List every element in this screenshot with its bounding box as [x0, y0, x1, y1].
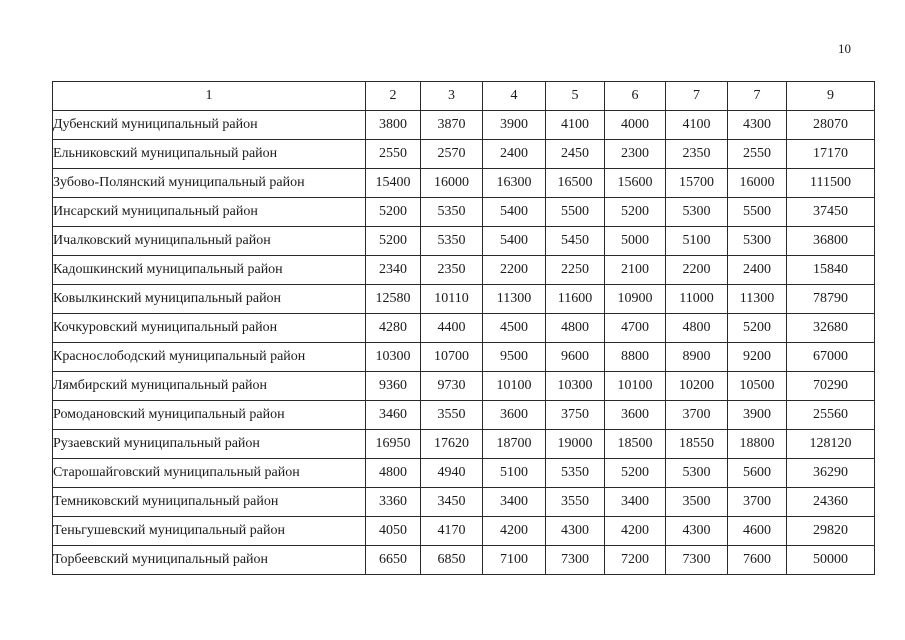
table-row [53, 546, 875, 575]
district-name-cell: Торбеевский муниципальный район [53, 546, 366, 575]
table-row [53, 343, 875, 372]
table-row [53, 256, 875, 285]
value-cell: 3700 [666, 401, 728, 430]
value-cell: 2200 [666, 256, 728, 285]
value-cell: 4170 [421, 517, 483, 546]
value-cell: 2550 [366, 140, 421, 169]
district-name-cell: Старошайговский муниципальный район [53, 459, 366, 488]
value-cell: 18500 [605, 430, 666, 459]
value-cell: 2350 [666, 140, 728, 169]
value-cell: 7300 [546, 546, 605, 575]
value-cell: 8800 [605, 343, 666, 372]
value-cell: 3870 [421, 111, 483, 140]
value-cell: 8900 [666, 343, 728, 372]
value-cell: 3550 [546, 488, 605, 517]
value-cell: 4300 [546, 517, 605, 546]
table-row [53, 372, 875, 401]
value-cell: 2400 [483, 140, 546, 169]
value-cell: 17620 [421, 430, 483, 459]
value-cell: 3600 [483, 401, 546, 430]
value-cell: 3550 [421, 401, 483, 430]
district-name-cell: Инсарский муниципальный район [53, 198, 366, 227]
district-name-cell: Темниковский муниципальный район [53, 488, 366, 517]
value-cell: 5200 [728, 314, 787, 343]
value-cell: 4940 [421, 459, 483, 488]
value-cell: 5450 [546, 227, 605, 256]
value-cell: 25560 [787, 401, 875, 430]
value-cell: 11600 [546, 285, 605, 314]
value-cell: 29820 [787, 517, 875, 546]
value-cell: 16300 [483, 169, 546, 198]
value-cell: 2200 [483, 256, 546, 285]
table-row [53, 401, 875, 430]
value-cell: 19000 [546, 430, 605, 459]
value-cell: 10200 [666, 372, 728, 401]
value-cell: 11000 [666, 285, 728, 314]
value-cell: 4280 [366, 314, 421, 343]
district-name-cell: Дубенский муниципальный район [53, 111, 366, 140]
table-row [53, 314, 875, 343]
district-name-cell: Ковылкинский муниципальный район [53, 285, 366, 314]
value-cell: 16000 [728, 169, 787, 198]
value-cell: 9200 [728, 343, 787, 372]
district-name-cell: Зубово-Полянский муниципальный район [53, 169, 366, 198]
table-row [53, 169, 875, 198]
value-cell: 128120 [787, 430, 875, 459]
value-cell: 5400 [483, 198, 546, 227]
value-cell: 2340 [366, 256, 421, 285]
page-number: 10 [838, 41, 851, 56]
value-cell: 15600 [605, 169, 666, 198]
value-cell: 67000 [787, 343, 875, 372]
value-cell: 4200 [605, 517, 666, 546]
value-cell: 3360 [366, 488, 421, 517]
value-cell: 5200 [605, 459, 666, 488]
value-cell: 3800 [366, 111, 421, 140]
value-cell: 36800 [787, 227, 875, 256]
value-cell: 10500 [728, 372, 787, 401]
column-header: 4 [483, 82, 546, 111]
value-cell: 4300 [728, 111, 787, 140]
value-cell: 6650 [366, 546, 421, 575]
value-cell: 5600 [728, 459, 787, 488]
value-cell: 4600 [728, 517, 787, 546]
value-cell: 5100 [483, 459, 546, 488]
value-cell: 5200 [366, 198, 421, 227]
value-cell: 5350 [546, 459, 605, 488]
table-row [53, 227, 875, 256]
value-cell: 2570 [421, 140, 483, 169]
column-header: 5 [546, 82, 605, 111]
value-cell: 16000 [421, 169, 483, 198]
value-cell: 111500 [787, 169, 875, 198]
value-cell: 36290 [787, 459, 875, 488]
column-header: 1 [53, 82, 366, 111]
value-cell: 3400 [605, 488, 666, 517]
table-row [53, 517, 875, 546]
value-cell: 11300 [483, 285, 546, 314]
value-cell: 9360 [366, 372, 421, 401]
value-cell: 2350 [421, 256, 483, 285]
value-cell: 17170 [787, 140, 875, 169]
value-cell: 5100 [666, 227, 728, 256]
column-header: 9 [787, 82, 875, 111]
value-cell: 70290 [787, 372, 875, 401]
value-cell: 10110 [421, 285, 483, 314]
value-cell: 10300 [366, 343, 421, 372]
district-name-cell: Ромодановский муниципальный район [53, 401, 366, 430]
value-cell: 2450 [546, 140, 605, 169]
value-cell: 28070 [787, 111, 875, 140]
value-cell: 5300 [728, 227, 787, 256]
district-name-cell: Краснослободский муниципальный район [53, 343, 366, 372]
value-cell: 4800 [546, 314, 605, 343]
value-cell: 3900 [728, 401, 787, 430]
value-cell: 15840 [787, 256, 875, 285]
value-cell: 4500 [483, 314, 546, 343]
table-row [53, 198, 875, 227]
value-cell: 9500 [483, 343, 546, 372]
value-cell: 4700 [605, 314, 666, 343]
value-cell: 7200 [605, 546, 666, 575]
value-cell: 3900 [483, 111, 546, 140]
district-table [52, 81, 875, 575]
value-cell: 16500 [546, 169, 605, 198]
value-cell: 6850 [421, 546, 483, 575]
value-cell: 3450 [421, 488, 483, 517]
district-name-cell: Лямбирский муниципальный район [53, 372, 366, 401]
value-cell: 3400 [483, 488, 546, 517]
value-cell: 37450 [787, 198, 875, 227]
value-cell: 3700 [728, 488, 787, 517]
value-cell: 4400 [421, 314, 483, 343]
value-cell: 5400 [483, 227, 546, 256]
value-cell: 5300 [666, 198, 728, 227]
district-name-cell: Кадошкинский муниципальный район [53, 256, 366, 285]
value-cell: 3750 [546, 401, 605, 430]
value-cell: 32680 [787, 314, 875, 343]
value-cell: 2550 [728, 140, 787, 169]
district-name-cell: Кочкуровский муниципальный район [53, 314, 366, 343]
table-header-row [53, 82, 875, 111]
value-cell: 5500 [728, 198, 787, 227]
value-cell: 4000 [605, 111, 666, 140]
value-cell: 10700 [421, 343, 483, 372]
table-row [53, 430, 875, 459]
column-header: 6 [605, 82, 666, 111]
value-cell: 5200 [366, 227, 421, 256]
value-cell: 18700 [483, 430, 546, 459]
value-cell: 3460 [366, 401, 421, 430]
value-cell: 7300 [666, 546, 728, 575]
value-cell: 5350 [421, 227, 483, 256]
value-cell: 24360 [787, 488, 875, 517]
column-header: 2 [366, 82, 421, 111]
value-cell: 10300 [546, 372, 605, 401]
value-cell: 4050 [366, 517, 421, 546]
value-cell: 2100 [605, 256, 666, 285]
table-row [53, 459, 875, 488]
value-cell: 16950 [366, 430, 421, 459]
district-name-cell: Ичалковский муниципальный район [53, 227, 366, 256]
value-cell: 4100 [546, 111, 605, 140]
district-name-cell: Теньгушевский муниципальный район [53, 517, 366, 546]
table-row [53, 285, 875, 314]
table-row [53, 140, 875, 169]
value-cell: 15400 [366, 169, 421, 198]
value-cell: 12580 [366, 285, 421, 314]
value-cell: 4100 [666, 111, 728, 140]
table-row [53, 111, 875, 140]
table-body [53, 111, 875, 575]
value-cell: 5300 [666, 459, 728, 488]
value-cell: 18550 [666, 430, 728, 459]
value-cell: 5350 [421, 198, 483, 227]
value-cell: 10900 [605, 285, 666, 314]
value-cell: 7100 [483, 546, 546, 575]
column-header: 7 [666, 82, 728, 111]
value-cell: 5200 [605, 198, 666, 227]
value-cell: 10100 [605, 372, 666, 401]
value-cell: 5000 [605, 227, 666, 256]
value-cell: 7600 [728, 546, 787, 575]
value-cell: 5500 [546, 198, 605, 227]
value-cell: 11300 [728, 285, 787, 314]
value-cell: 3600 [605, 401, 666, 430]
value-cell: 10100 [483, 372, 546, 401]
value-cell: 18800 [728, 430, 787, 459]
value-cell: 50000 [787, 546, 875, 575]
district-name-cell: Рузаевский муниципальный район [53, 430, 366, 459]
value-cell: 4300 [666, 517, 728, 546]
value-cell: 78790 [787, 285, 875, 314]
value-cell: 3500 [666, 488, 728, 517]
district-name-cell: Ельниковский муниципальный район [53, 140, 366, 169]
value-cell: 4200 [483, 517, 546, 546]
column-header: 3 [421, 82, 483, 111]
value-cell: 4800 [366, 459, 421, 488]
table-row [53, 488, 875, 517]
value-cell: 15700 [666, 169, 728, 198]
value-cell: 4800 [666, 314, 728, 343]
value-cell: 9730 [421, 372, 483, 401]
value-cell: 2400 [728, 256, 787, 285]
column-header: 7 [728, 82, 787, 111]
value-cell: 2250 [546, 256, 605, 285]
value-cell: 9600 [546, 343, 605, 372]
value-cell: 2300 [605, 140, 666, 169]
